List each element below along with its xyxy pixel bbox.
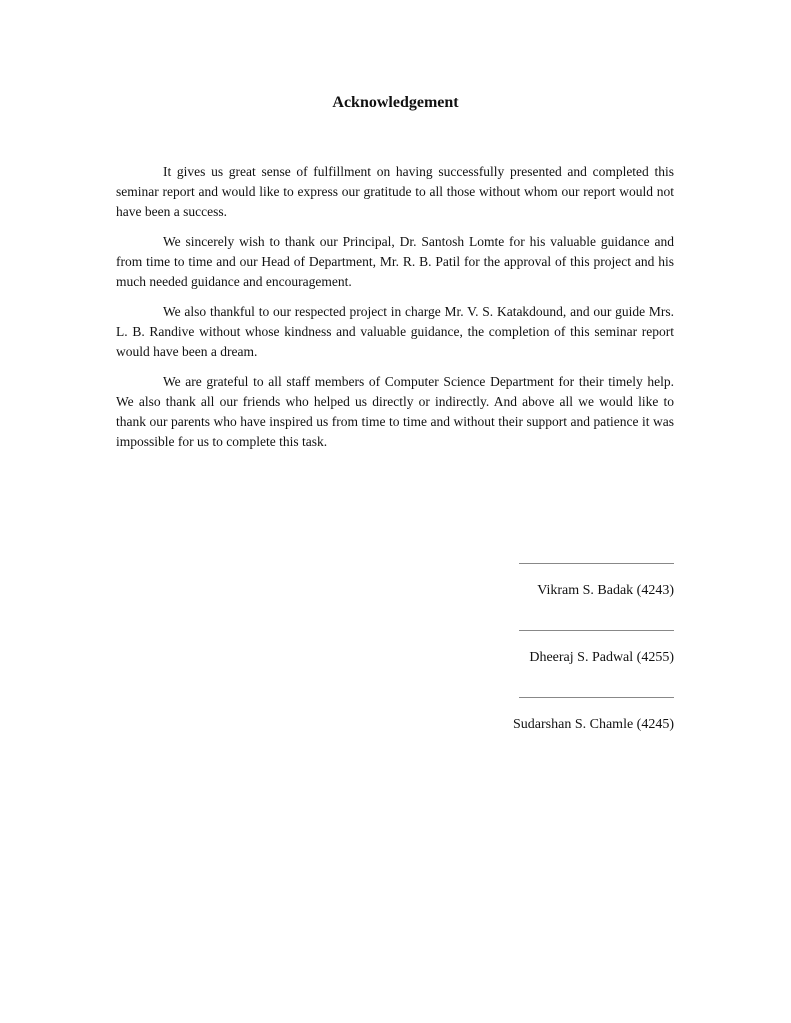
- signature-line: [519, 630, 674, 631]
- acknowledgement-body: [116, 162, 674, 462]
- paragraph-principal-thanks: We sincerely wish to thank our Principal, Dr. Santosh Lomte for his valuable guidance and from time to time and our Head of Department, Mr. R. B. Patil for the approval of this project and his much needed guidance and encouragement.: [116, 234, 674, 289]
- signatory-name: Dheeraj S. Padwal (4255): [529, 650, 674, 665]
- signature-line: [519, 697, 674, 698]
- signature-block: [440, 697, 674, 764]
- signatory-name: Vikram S. Badak (4243): [537, 583, 674, 598]
- signature-line: [519, 563, 674, 564]
- signature-section: [440, 563, 674, 764]
- signatory-name: Sudarshan S. Chamle (4245): [513, 717, 674, 732]
- paragraph-fulfillment: It gives us great sense of fulfillment on having successfully presented and completed this seminar report and would like to express our gratitude to all those without whom our report would not have been a success.: [116, 164, 674, 219]
- page-title: Acknowledgement: [332, 94, 459, 111]
- signature-block: [440, 563, 674, 630]
- signature-block: [440, 630, 674, 697]
- paragraph-guide-thanks: We also thankful to our respected project in charge Mr. V. S. Katakdound, and our guide Mrs. L. B. Randive without whose kindness and valuable guidance, the completion of this seminar report would have been a dream.: [116, 304, 674, 359]
- paragraph-staff-friends-parents: We are grateful to all staff members of Computer Science Department for their timely help. We also thank all our friends who helped us directly or indirectly. And above all we would like to thank our parents who have inspired us from time to time and without their support and patience it was impossible for us to complete this task.: [116, 374, 674, 449]
